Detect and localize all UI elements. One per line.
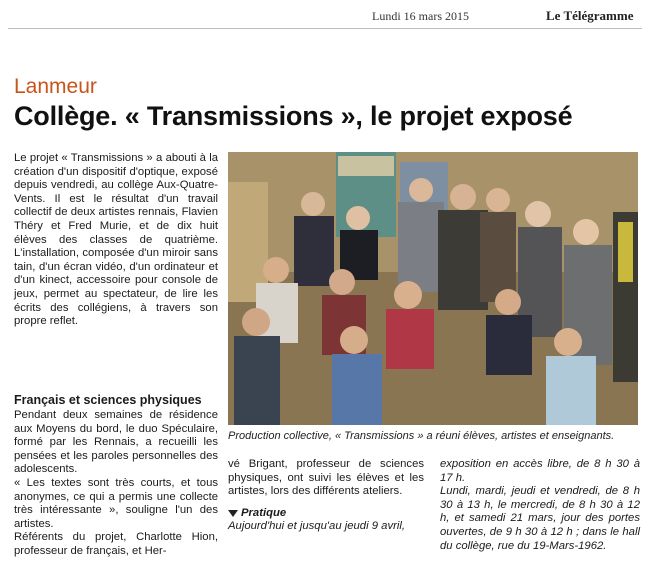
article-photo bbox=[228, 152, 638, 425]
section-subhead: Français et sciences physiques bbox=[14, 393, 202, 407]
column-2 bbox=[228, 458, 424, 534]
column-1-continued bbox=[14, 393, 218, 559]
paragraph-brigant: vé Brigant, professeur de sciences physiques, ont suivi les élèves et les artistes, lors des différents ateliers. bbox=[228, 458, 424, 498]
paragraph-quote: « Les textes sont très courts, et tous anonymes, ce qui a permis une collecte très intéressante », souligne l'un des artistes. bbox=[14, 476, 218, 530]
issue-date: Lundi 16 mars 2015 bbox=[372, 9, 469, 23]
photo-caption: Production collective, « Transmissions » a réuni élèves, artistes et enseignants. bbox=[228, 430, 615, 442]
column-3 bbox=[440, 458, 640, 553]
paragraph-access: exposition en accès libre, de 8 h 30 à 17 h. bbox=[440, 458, 640, 484]
page-header bbox=[0, 0, 650, 28]
article-city: Lanmeur bbox=[14, 75, 97, 98]
group-photo-illustration bbox=[228, 152, 638, 425]
header-divider bbox=[8, 28, 642, 29]
paragraph-residence: Pendant deux semaines de résidence aux Moyens du bord, le duo Spéculaire, formé par les Rennais, a recueilli les pensées et les paroles personnelles des adolescents. bbox=[14, 409, 218, 476]
paragraph-referents: Référents du projet, Charlotte Hion, professeur de français, et Her- bbox=[14, 531, 218, 557]
column-1 bbox=[14, 152, 218, 329]
newspaper-name: Le Télégramme bbox=[546, 8, 634, 23]
paragraph-hours: Lundi, mardi, jeudi et vendredi, de 8 h 30 à 13 h, le mercredi, de 8 h 30 à 12 h, et samedi 21 mars, jour des portes ouvertes, de 9 h 30 à 12 h ; dans le hall du collège, rue du 19-Mars-1962. bbox=[440, 485, 640, 552]
triangle-down-icon bbox=[228, 510, 238, 517]
paragraph-intro: Le projet « Transmissions » a abouti à la création d'un dispositif d'optique, exposé depuis vendredi, au collège Aux-Quatre-Vents. Il est le résultat d'un travail collectif de deux artistes rennais, Flavien Théry et Fred Murie, et de dix huit élèves des classes de quatrième. L'installation, composée d'un miroir sans tain, d'un écran vidéo, d'un ordinateur et d'un kinect, accessoire pour console de jeux, permet au spectateur, de lire les écrits des collégiens, à travers son propre reflet. bbox=[14, 152, 218, 328]
paragraph-dates: Aujourd'hui et jusqu'au jeudi 9 avril, bbox=[228, 520, 406, 533]
article-headline: Collège. « Transmissions », le projet exposé bbox=[14, 101, 573, 131]
pratique-title: Pratique bbox=[241, 506, 287, 519]
pratique-heading bbox=[228, 507, 424, 521]
